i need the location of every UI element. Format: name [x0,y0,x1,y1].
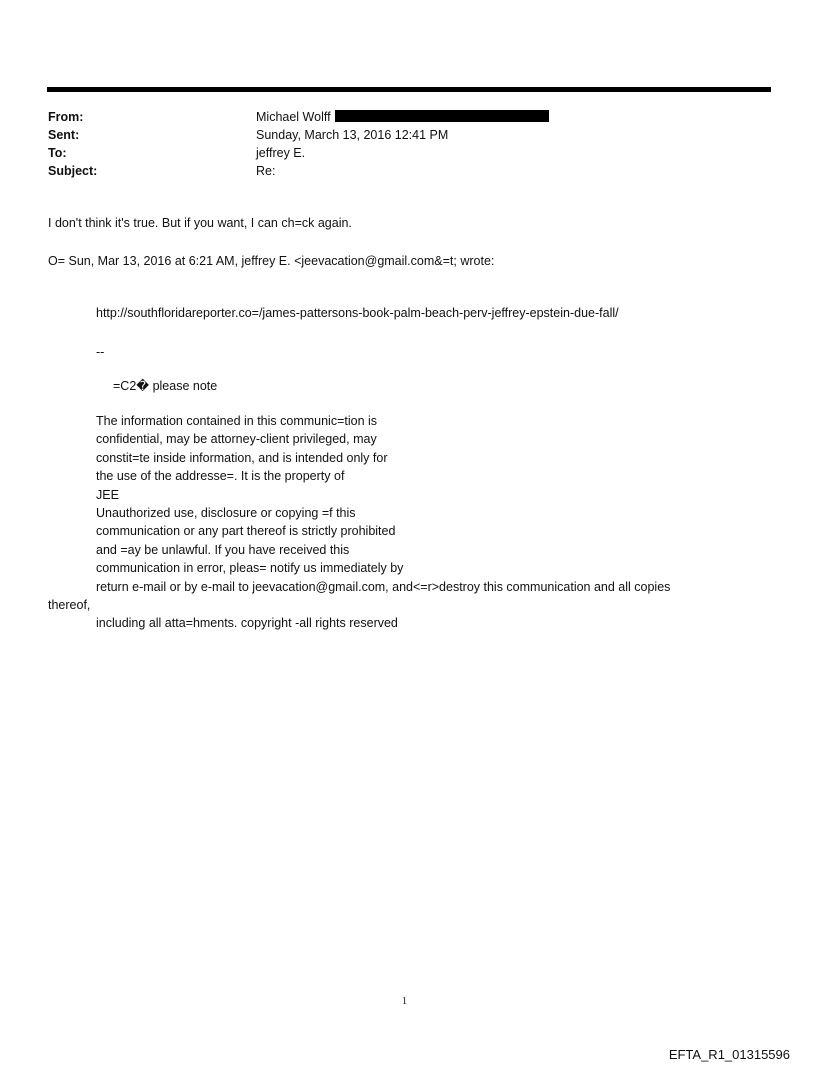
signature-separator: -- [96,345,105,359]
disclaimer-line: confidential, may be attorney-client privileged, may [96,432,377,447]
disclaimer-line: constit=te inside information, and is intended only for [96,450,388,465]
redaction-bar [335,110,549,122]
disclaimer-line: JEE [96,487,119,502]
to-value: jeffrey E. [256,146,306,160]
disclaimer-final: including all atta=hments. copyright -all rights reserved [96,616,398,630]
disclaimer-line: communication or any part thereof is strictly prohibited [96,524,396,539]
document-id: EFTA_R1_01315596 [668,1047,790,1062]
disclaimer-wrap: thereof, [48,598,91,612]
sent-value: Sunday, March 13, 2016 12:41 PM [256,128,449,142]
disclaimer [96,412,670,596]
from-label: From: [48,110,84,124]
sender-name: Michael Wolff [256,110,331,124]
disclaimer-line: Unauthorized use, disclosure or copying =f this [96,505,356,520]
sent-label: Sent: [48,128,80,142]
subject-value: Re: [256,164,276,178]
disclaimer-line: return e-mail or by e-mail to jeevacation@gmail.com, and<=r>destroy this communication and all copies [96,579,671,594]
disclaimer-line: The information contained in this communic=tion is [96,414,378,428]
disclaimer-line: and =ay be unlawful. If you have received this [96,542,350,557]
header-rule [47,87,771,92]
article-link: http://southfloridareporter.co=/james-pattersons-book-palm-beach-perv-jeffrey-epstein-due-fall/ [96,306,619,320]
disclaimer-line: the use of the addresse=. It is the property of [96,469,345,484]
page-number: 1 [402,996,407,1007]
from-value [256,108,549,126]
to-label: To: [48,146,67,160]
reply-text: I don't think it's true. But if you want, I can ch=ck again. [48,216,352,230]
please-note: =C2� please note [113,379,218,393]
subject-label: Subject: [48,164,98,178]
disclaimer-line: communication in error, pleas= notify us immediately by [96,561,404,576]
quote-header: O= Sun, Mar 13, 2016 at 6:21 AM, jeffrey E. <jeevacation@gmail.com&=t; wrote: [48,254,495,268]
